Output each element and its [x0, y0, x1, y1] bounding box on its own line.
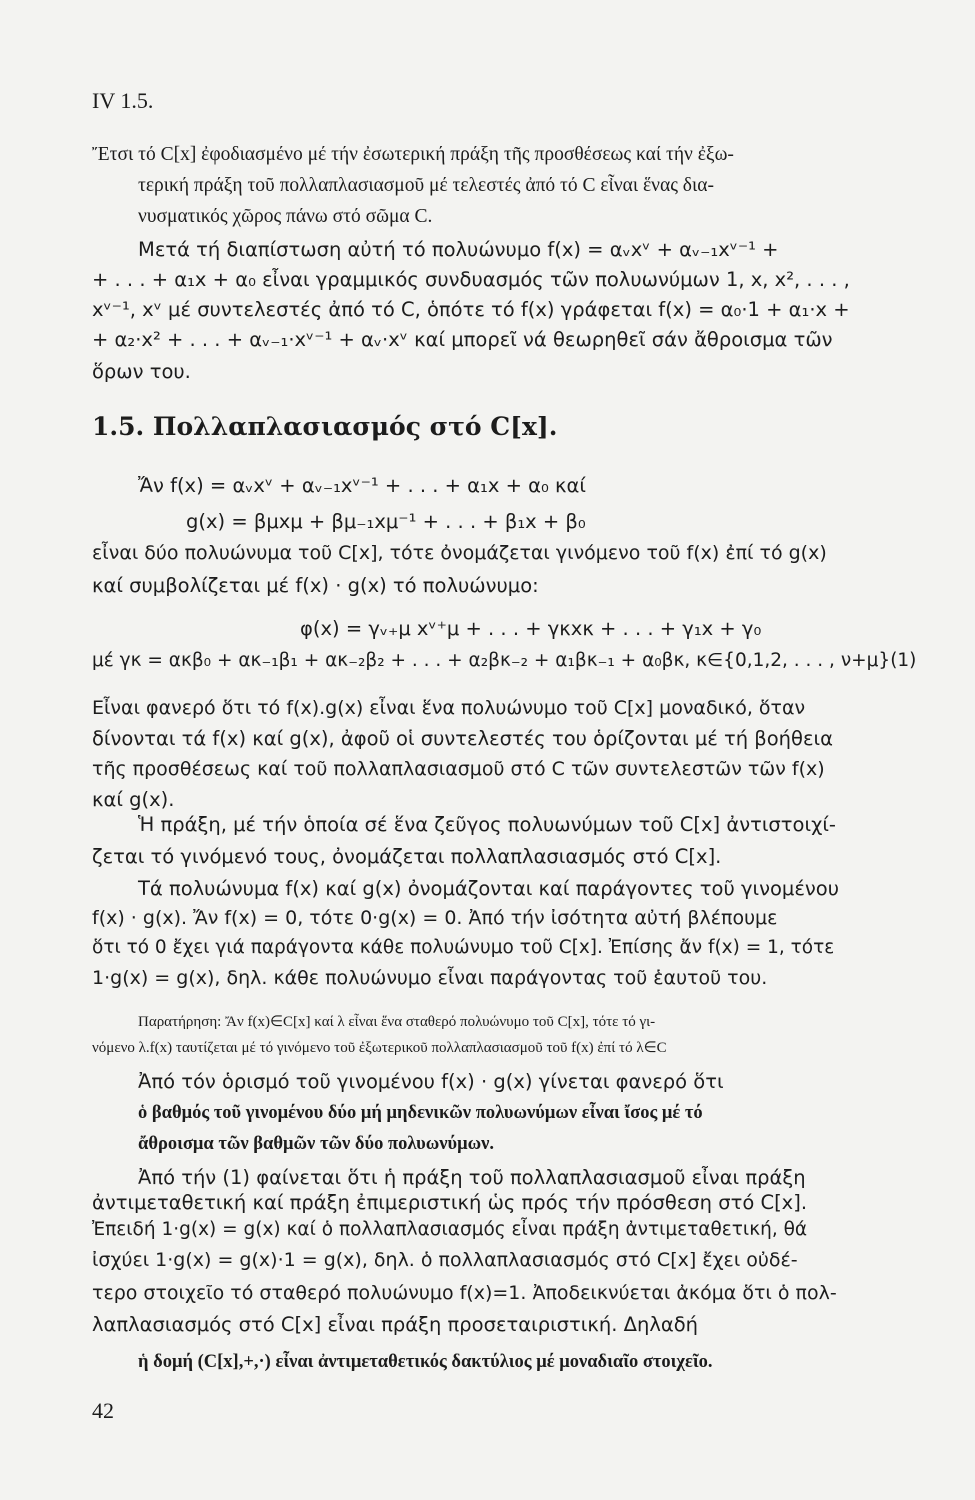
intro-line-8: ὅρων του.	[92, 360, 191, 383]
page-number: 42	[92, 1398, 114, 1423]
body2-line-8: τερο στοιχεῖο τό σταθερό πολυώνυμο f(x)=1. Ἀποδεικνύεται ἀκόμα ὅτι ὁ πολ-	[92, 1282, 837, 1304]
body-line-3: εἶναι δύο πολυώνυμα τοῦ C[x], τότε ὀνομάζεται γινόμενο τοῦ f(x) ἐπί τό g(x)	[92, 542, 827, 564]
intro-line-5: + . . . + α₁x + α₀ εἶναι γραμμικός συνδυασμός τῶν πολυωνύμων 1, x, x², . . . ,	[92, 268, 850, 291]
running-header: IV 1.5.	[92, 88, 154, 113]
intro-line-2: τερική πράξη τοῦ πολλαπλασιασμοῦ μέ τελεστές ἀπό τό C εἶναι ἕνας δια-	[138, 175, 714, 196]
body-line-2: g(x) = βμxμ + βμ₋₁xμ⁻¹ + . . . + β₁x + β₀	[186, 510, 586, 533]
intro-line-1: Ἔτσι τό C[x] ἐφοδιασμένο μέ τήν ἐσωτερική πράξη τῆς προσθέσεως καί τήν ἐξω-	[92, 144, 734, 165]
intro-line-4: Μετά τή διαπίστωση αὐτή τό πολυώνυμο f(x) = αᵥxᵛ + αᵥ₋₁xᵛ⁻¹ +	[138, 238, 779, 261]
body-line-4: καί συμβολίζεται μέ f(x) · g(x) τό πολυώνυμο:	[92, 574, 539, 597]
body-line-16: 1·g(x) = g(x), δηλ. κάθε πολυώνυμο εἶναι παράγοντας τοῦ ἑαυτοῦ του.	[92, 967, 768, 989]
body-line-8: δίνονται τά f(x) καί g(x), ἀφοῦ οἱ συντελεστές του ὁρίζονται μέ τή βοήθεια	[92, 727, 833, 750]
formula-gamma: μέ γκ = ακβ₀ + ακ₋₁β₁ + ακ₋₂β₂ + . . . + α₂βκ₋₂ + α₁βκ₋₁ + α₀βκ, κ∈{0,1,2, . . . , ν+μ}(1)	[92, 650, 917, 671]
body2-line-6: Ἐπειδή 1·g(x) = g(x) καί ὁ πολλαπλασιασμός εἶναι πράξη ἀντιμεταθετική, θά	[92, 1219, 808, 1240]
body-line-14: f(x) · g(x). Ἄν f(x) = 0, τότε 0·g(x) = 0. Ἀπό τήν ἰσότητα αὐτή βλέπουμε	[92, 907, 778, 929]
body-line-12: ζεται τό γινόμενό τους, ὀνομάζεται πολλαπλασιασμός στό C[x].	[92, 845, 722, 868]
body-line-7: Εἶναι φανερό ὅτι τό f(x).g(x) εἶναι ἕνα πολυώνυμο τοῦ C[x] μοναδικό, ὅταν	[92, 697, 806, 719]
formula-phi: φ(x) = γᵥ₊μ xᵛ⁺μ + . . . + γκxκ + . . . + γ₁x + γ₀	[300, 617, 762, 640]
note-line-1: Παρατήρηση: Ἄν f(x)∈C[x] καί λ εἶναι ἕνα σταθερό πολυώνυμο τοῦ C[x], τότε τό γι-	[138, 1014, 656, 1030]
intro-line-7: + α₂·x² + . . . + αᵥ₋₁·xᵛ⁻¹ + αᵥ·xᵛ καί μπορεῖ νά θεωρηθεῖ σάν ἄθροισμα τῶν	[92, 328, 833, 351]
body2-line-4: Ἀπό τήν (1) φαίνεται ὅτι ἡ πράξη τοῦ πολλαπλασιασμοῦ εἶναι πράξη	[138, 1166, 806, 1189]
conclusion-line: ἡ δομή (C[x],+,·) εἶναι ἀντιμεταθετικός δακτύλιος μέ μοναδιαῖο στοιχεῖο.	[138, 1352, 713, 1372]
body-line-9: τῆς προσθέσεως καί τοῦ πολλαπλασιασμοῦ στό C τῶν συντελεστῶν τῶν f(x)	[92, 758, 825, 780]
body-line-1: Ἄν f(x) = αᵥxᵛ + αᵥ₋₁xᵛ⁻¹ + . . . + α₁x + α₀ καί	[138, 474, 586, 497]
intro-line-3: νυσματικός χῶρος πάνω στό σῶμα C.	[138, 206, 433, 227]
section-title: 1.5. Πολλαπλασιασμός στό C[x].	[92, 412, 558, 441]
intro-line-6: xᵛ⁻¹, xᵛ μέ συντελεστές ἀπό τό C, ὁπότε τό f(x) γράφεται f(x) = α₀·1 + α₁·x +	[92, 298, 850, 321]
body2-line-7: ἰσχύει 1·g(x) = g(x)·1 = g(x), δηλ. ὁ πολλαπλασιασμός στό C[x] ἔχει οὐδέ-	[92, 1249, 798, 1271]
body-line-13: Τά πολυώνυμα f(x) καί g(x) ὀνομάζονται καί παράγοντες τοῦ γινομένου	[138, 877, 839, 900]
body-line-10: καί g(x).	[92, 788, 175, 811]
body-line-11: Ἡ πράξη, μέ τήν ὁποία σέ ἕνα ζεῦγος πολυωνύμων τοῦ C[x] ἀντιστοιχί-	[138, 813, 836, 836]
body2-line-3: ἄθροισμα τῶν βαθμῶν τῶν δύο πολυωνύμων.	[138, 1134, 495, 1154]
note-line-2: νόμενο λ.f(x) ταυτίζεται μέ τό γινόμενο τοῦ ἐξωτερικοῦ πολλαπλασιασμοῦ τοῦ f(x) ἐπί τό λ∈C	[92, 1040, 667, 1056]
body2-line-5: ἀντιμεταθετική καί πράξη ἐπιμεριστική ὡς πρός τήν πρόσθεση στό C[x].	[92, 1191, 808, 1214]
body2-line-9: λαπλασιασμός στό C[x] εἶναι πράξη προσεταιριστική. Δηλαδή	[92, 1313, 699, 1336]
body-line-15: ὅτι τό 0 ἔχει γιά παράγοντα κάθε πολυώνυμο τοῦ C[x]. Ἐπίσης ἄν f(x) = 1, τότε	[92, 937, 835, 958]
body2-line-1: Ἀπό τόν ὁρισμό τοῦ γινομένου f(x) · g(x) γίνεται φανερό ὅτι	[138, 1070, 724, 1093]
body2-line-2: ὁ βαθμός τοῦ γινομένου δύο μή μηδενικῶν πολυωνύμων εἶναι ἴσος μέ τό	[138, 1103, 703, 1123]
